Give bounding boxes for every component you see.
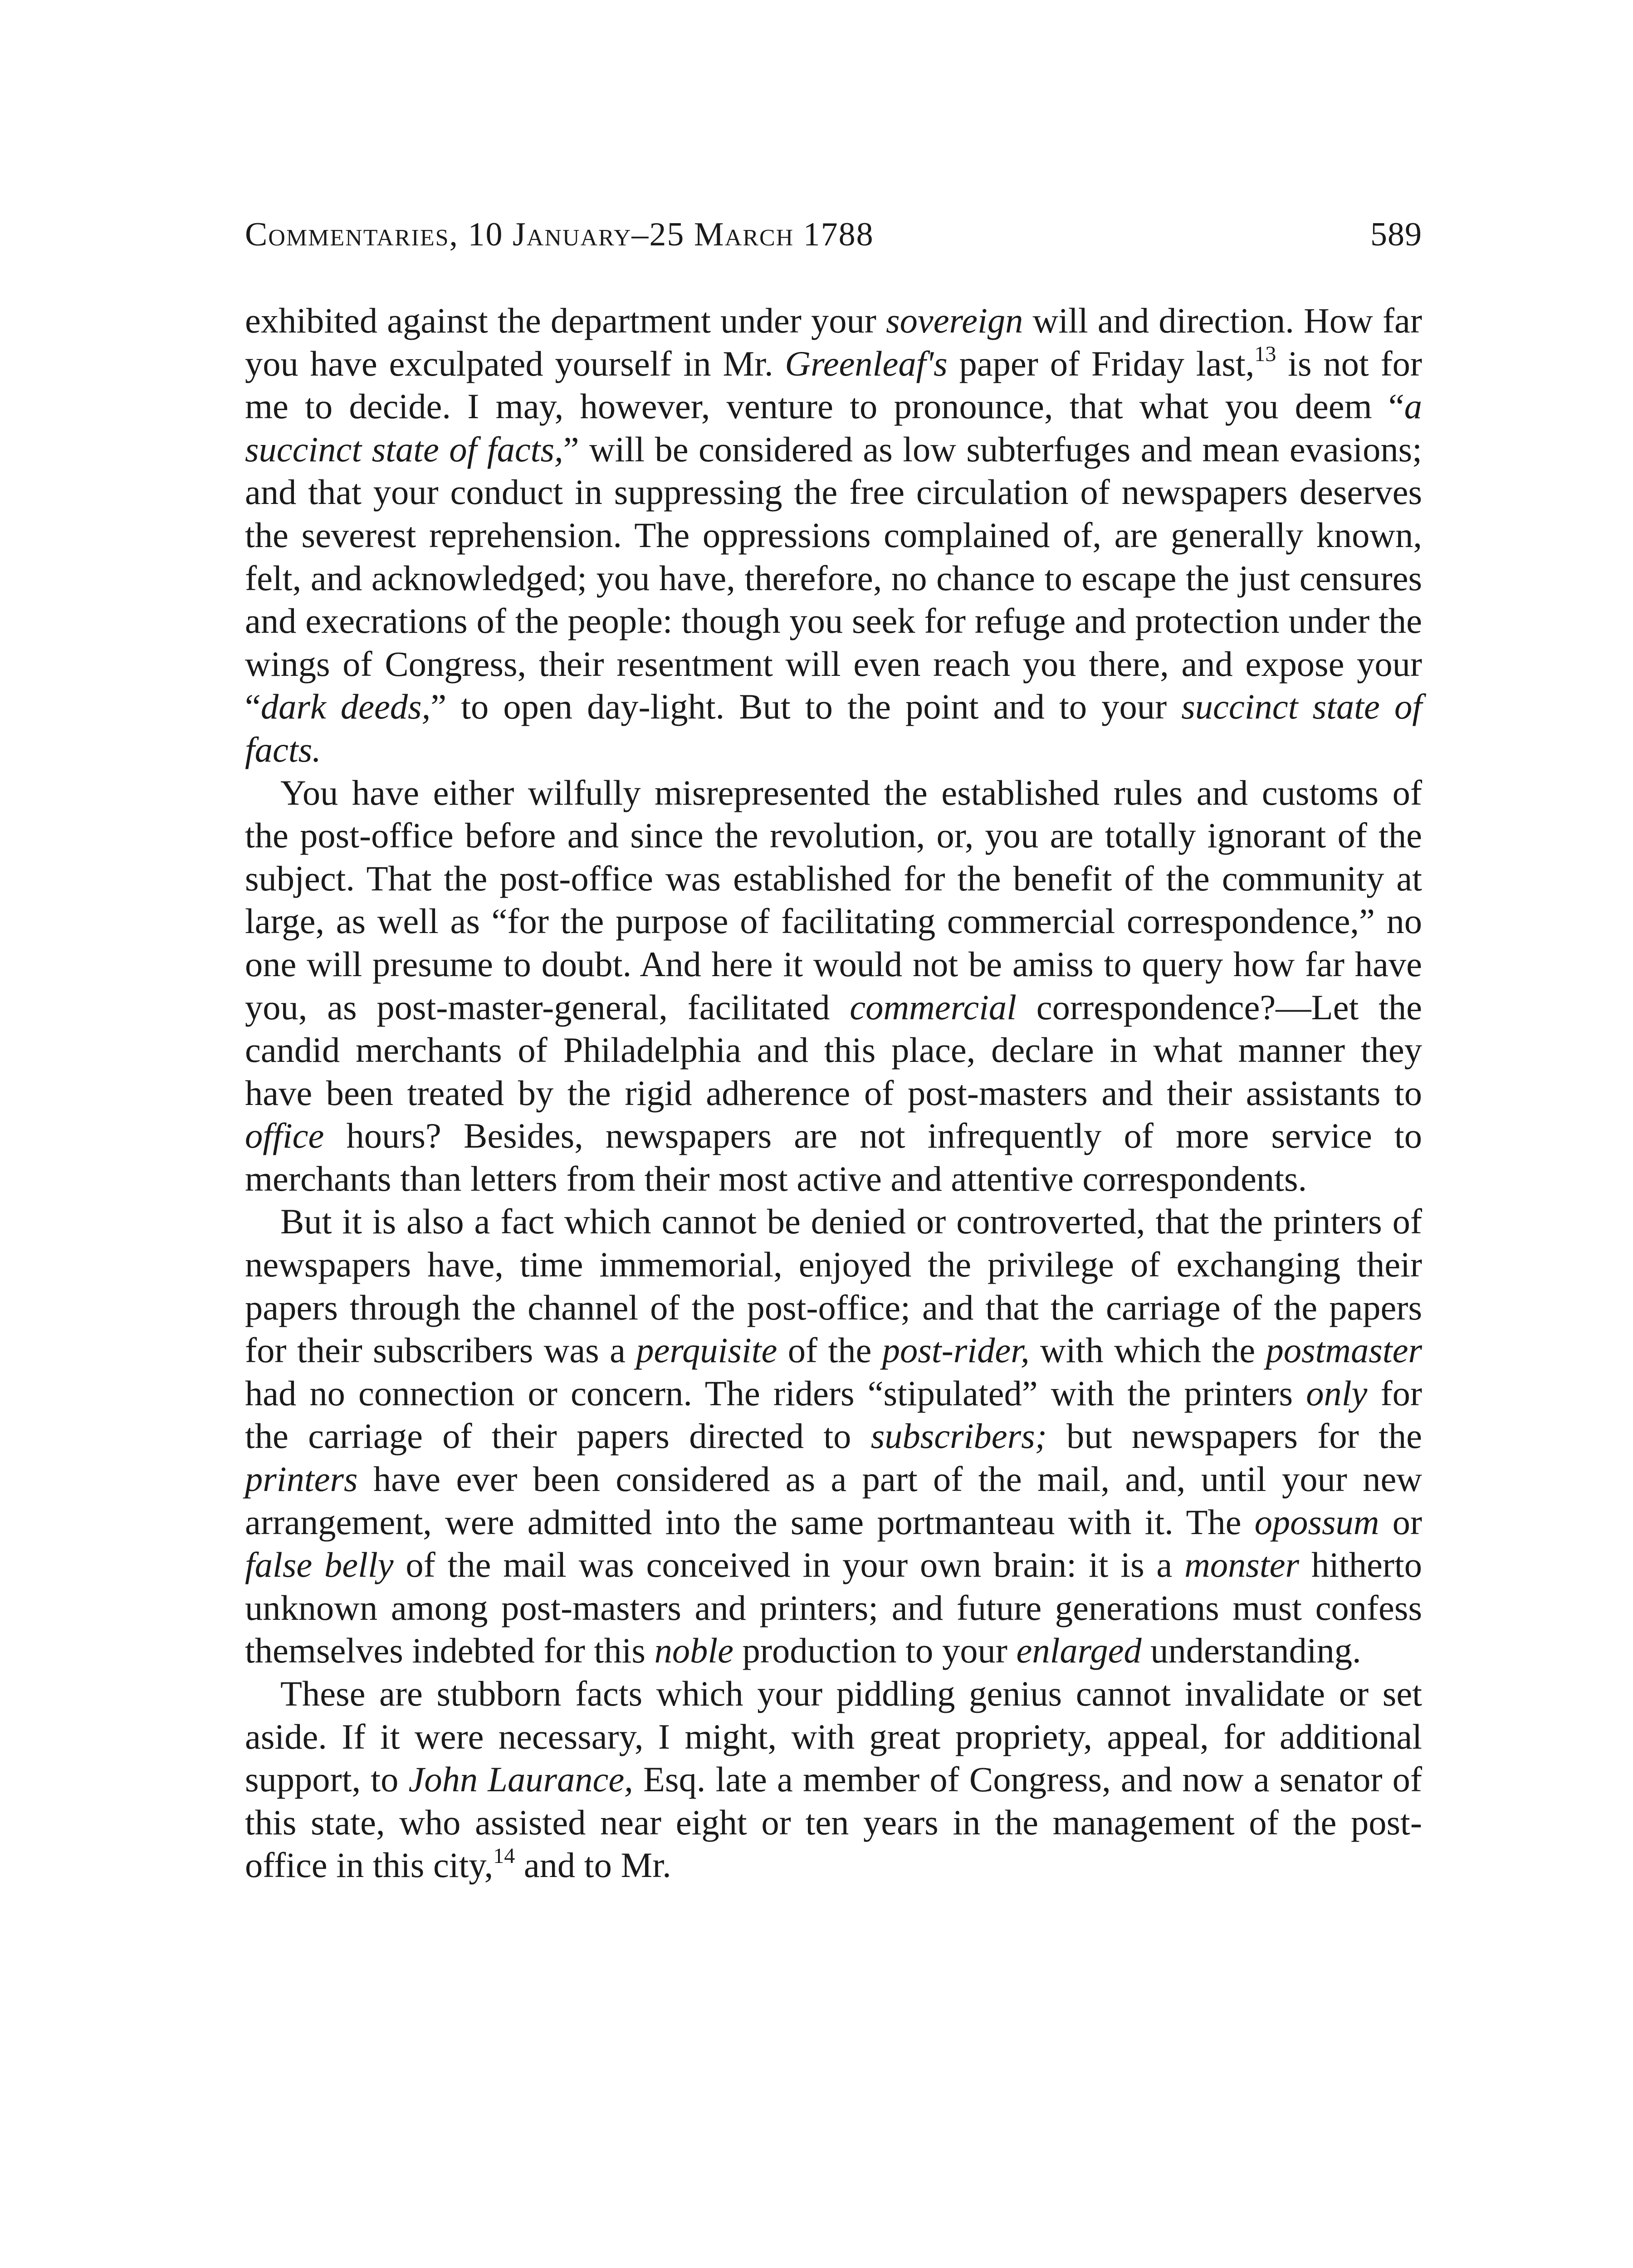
italic-text: John Laurance,	[408, 1760, 633, 1799]
text-run: of the	[777, 1330, 882, 1370]
italic-text: dark deeds,	[260, 687, 431, 727]
italic-text: perquisite	[636, 1330, 777, 1370]
paragraph	[245, 299, 1422, 772]
italic-text: subscribers;	[870, 1416, 1047, 1456]
text-run: These are stubborn facts which your piddling genius cannot invalidate or set aside. If it were necessary, I might, with great propriety, appeal, for additional support, to	[245, 1674, 1422, 1799]
italic-text: opossum	[1254, 1502, 1379, 1542]
text-run: is not for me to decide. I may, however, venture to pronounce, that what you deem “	[245, 343, 1423, 426]
text-run: ” will be considered as low subterfuges and mean evasions; and that your conduct in suppressing the free circulation of newspapers deserves the severest reprehension. The oppressions complained of, are generally known, felt, and acknowledged; you have, therefore, no chance to escape the just censures and execrations of the people: though you seek for refuge and protection under the wings of Congress, their resentment will even reach you there, and expose your “	[245, 429, 1422, 727]
italic-text: printers	[245, 1459, 358, 1499]
italic-text: postmaster	[1266, 1330, 1423, 1370]
footnote-ref: 13	[1254, 342, 1276, 367]
text-run: for the carriage of their papers directed to	[245, 1373, 1422, 1456]
paragraph	[245, 1200, 1422, 1672]
italic-text: enlarged	[1016, 1631, 1142, 1671]
text-run: Esq. late a member of Congress, and now a senator of this state, who assisted near eight or ten years in the management of the post-office in this city,	[245, 1760, 1423, 1885]
text-run: paper of Friday last,	[947, 343, 1255, 383]
italic-text: only	[1306, 1373, 1368, 1413]
body-text	[245, 299, 1422, 1887]
italic-text: a succinct state of facts,	[245, 386, 1422, 469]
italic-text: sovereign	[886, 301, 1023, 340]
text-run: had no connection or concern. The riders “stipulated” with the printers	[245, 1373, 1306, 1413]
text-run: of the mail was conceived in your own brain: it is a	[393, 1545, 1185, 1585]
text-run: But it is also a fact which cannot be denied or controverted, that the printers of newspapers have, time immemorial, enjoyed the privilege of exchanging their papers through the channel of the post-office; and that the carriage of the papers for their subscribers was a	[245, 1202, 1422, 1370]
running-title: Commentaries, 10 January–25 March 1788	[245, 216, 874, 253]
footnote-ref: 14	[493, 1844, 515, 1868]
text-run: You have either wilfully misrepresented the established rules and customs of the post-office before and since the revolution, or, you are totally ignorant of the subject. That the post-office was established for the benefit of the community at large, as well as “for the purpose of facilitating commercial correspondence,” no one will presume to doubt. And here it would not be amiss to query how far have you, as post-master-general, facilitated	[245, 772, 1422, 1027]
text-run: production to your	[733, 1631, 1017, 1671]
text-run: correspondence?—Let the candid merchants of Philadelphia and this place, declare in what manner they have been treated by the rigid adherence of post-masters and their assistants to	[245, 987, 1423, 1113]
text-run: and to Mr.	[515, 1845, 671, 1885]
text-run: hitherto unknown among post-masters and printers; and future generations must confess themselves indebted for this	[245, 1545, 1422, 1671]
page-number: 589	[1370, 216, 1422, 253]
text-run: or	[1379, 1502, 1422, 1542]
text-run: but newspapers for the	[1046, 1416, 1423, 1456]
italic-text: Greenleaf's	[785, 343, 948, 383]
italic-text: false belly	[245, 1545, 394, 1585]
italic-text: succinct state of facts.	[245, 687, 1423, 769]
text-run: will and direction. How far you have exculpated yourself in Mr.	[245, 301, 1422, 383]
text-run: exhibited against the department under your	[245, 301, 886, 340]
text-run: have ever been considered as a part of the mail, and, until your new arrangement, were admitted into the same portmanteau with it. The	[245, 1459, 1422, 1542]
paragraph	[245, 1672, 1422, 1887]
italic-text: office	[245, 1116, 324, 1156]
italic-text: monster	[1184, 1545, 1300, 1585]
document-page	[245, 218, 1422, 1887]
paragraph	[245, 772, 1422, 1201]
italic-text: post-rider,	[882, 1330, 1030, 1370]
text-run: with which the	[1029, 1330, 1266, 1370]
text-run: hours? Besides, newspapers are not infrequently of more service to merchants than letters from their most active and attentive correspondents.	[245, 1116, 1422, 1198]
text-run: ” to open day-light. But to the point and to your	[430, 687, 1182, 727]
text-run: understanding.	[1141, 1631, 1361, 1671]
italic-text: noble	[654, 1631, 733, 1671]
running-head	[245, 218, 1422, 259]
italic-text: commercial	[850, 987, 1017, 1027]
